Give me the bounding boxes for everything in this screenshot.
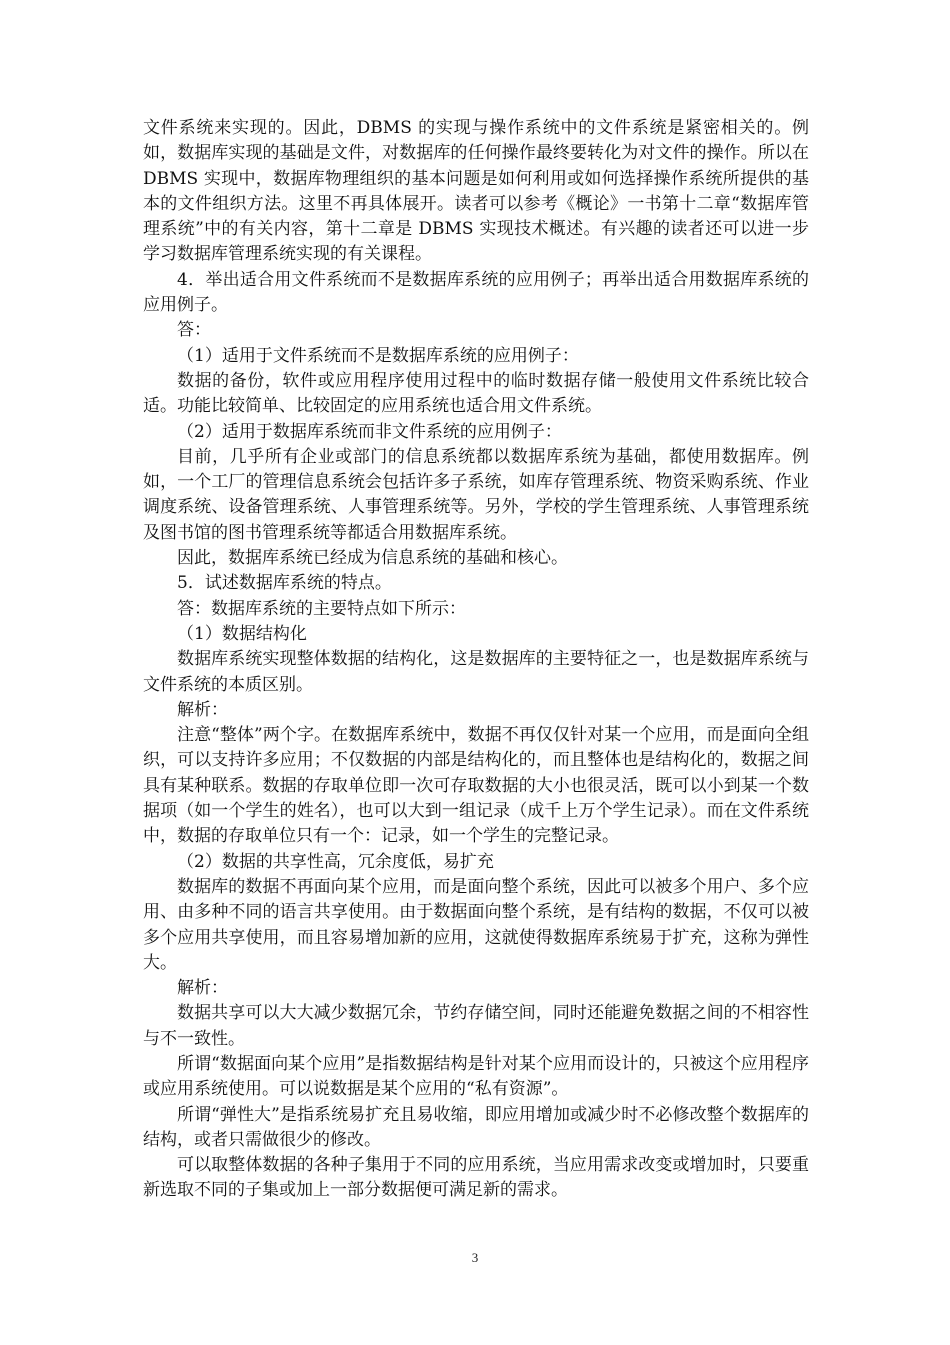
paragraph: 文件系统来实现的。因此，DBMS 的实现与操作系统中的文件系统是紧密相关的。例如，数据库实现的基础是文件，对数据库的任何操作最终要转化为对文件的操作。所以在 DBMS 实现中，数据库物理组织的基本问题是如何利用或如何选择操作系统所提供的基本的文件组织方法。这里不再具体展开。读者可以参考《概论》一书第十二章“数据库管理系统”中的有关内容，第十二章是 DBMS 实现技术概述。有兴趣的读者还可以进一步学习数据库管理系统实现的有关课程。: [143, 118, 809, 265]
paragraph: 数据的备份，软件或应用程序使用过程中的临时数据存储一般使用文件系统比较合适。功能比较简单、比较固定的应用系统也适合用文件系统。: [143, 370, 809, 417]
analysis-label: 解析：: [177, 699, 228, 720]
paragraph: 数据共享可以大大减少数据冗余，节约存储空间，同时还能避免数据之间的不相容性与不一致性。: [143, 1003, 809, 1049]
paragraph: 目前，几乎所有企业或部门的信息系统都以数据库系统为基础，都使用数据库。例如，一个工厂的管理信息系统会包括许多子系统，如库存管理系统、物资采购系统、作业调度系统、设备管理系统、人事管理系统等。另外，学校的学生管理系统、人事管理系统及图书馆的图书管理系统等都适合用数据库系统。: [143, 446, 809, 543]
subheading: （2）适用于数据库系统而非文件系统的应用例子：: [177, 421, 562, 442]
subheading: （1）数据结构化: [177, 623, 307, 644]
page-number: 3: [471, 1250, 479, 1265]
paragraph: 注意“整体”两个字。在数据库系统中，数据不再仅仅针对某一个应用，而是面向全组织，可以支持许多应用；不仅数据的内部是结构化的，而且整体也是结构化的，数据之间具有某种联系。数据的存取单位即一次可存取数据的大小也很灵活，既可以小到某一个数据项（如一个学生的姓名），也可以大到一组记录（成千上万个学生记录）。而在文件系统中，数据的存取单位只有一个：记录，如一个学生的完整记录。: [143, 725, 809, 847]
subheading: （1）适用于文件系统而不是数据库系统的应用例子：: [177, 345, 579, 366]
paragraph: 可以取整体数据的各种子集用于不同的应用系统，当应用需求改变或增加时，只要重新选取不同的子集或加上一部分数据便可满足新的需求。: [143, 1155, 809, 1201]
paragraph: 数据库的数据不再面向某个应用，而是面向整个系统，因此可以被多个用户、多个应用、由多种不同的语言共享使用。由于数据面向整个系统，是有结构的数据，不仅可以被多个应用共享使用，而且容易增加新的应用，这就使得数据库系统易于扩充，这称为弹性大。: [143, 876, 809, 973]
question-5: 5．试述数据库系统的特点。: [177, 573, 392, 594]
body-text: [143, 116, 809, 1204]
analysis-label: 解析：: [177, 978, 228, 999]
paragraph: 因此，数据库系统已经成为信息系统的基础和核心。: [177, 548, 568, 569]
paragraph: 所谓“弹性大”是指系统易扩充且易收缩，即应用增加或减少时不必修改整个数据库的结构，或者只需做很少的修改。: [143, 1104, 809, 1150]
answer-label: 答：数据库系统的主要特点如下所示：: [177, 598, 466, 619]
paragraph: 数据库系统实现整体数据的结构化，这是数据库的主要特征之一，也是数据库系统与文件系统的本质区别。: [143, 649, 809, 695]
question-4: 4．举出适合用文件系统而不是数据库系统的应用例子；再举出适合用数据库系统的应用例子。: [143, 269, 809, 316]
answer-label: 答：: [177, 320, 211, 341]
paragraph: 所谓“数据面向某个应用”是指数据结构是针对某个应用而设计的，只被这个应用程序或应用系统使用。可以说数据是某个应用的“私有资源”。: [143, 1053, 809, 1100]
subheading: （2）数据的共享性高，冗余度低，易扩充: [177, 851, 494, 872]
